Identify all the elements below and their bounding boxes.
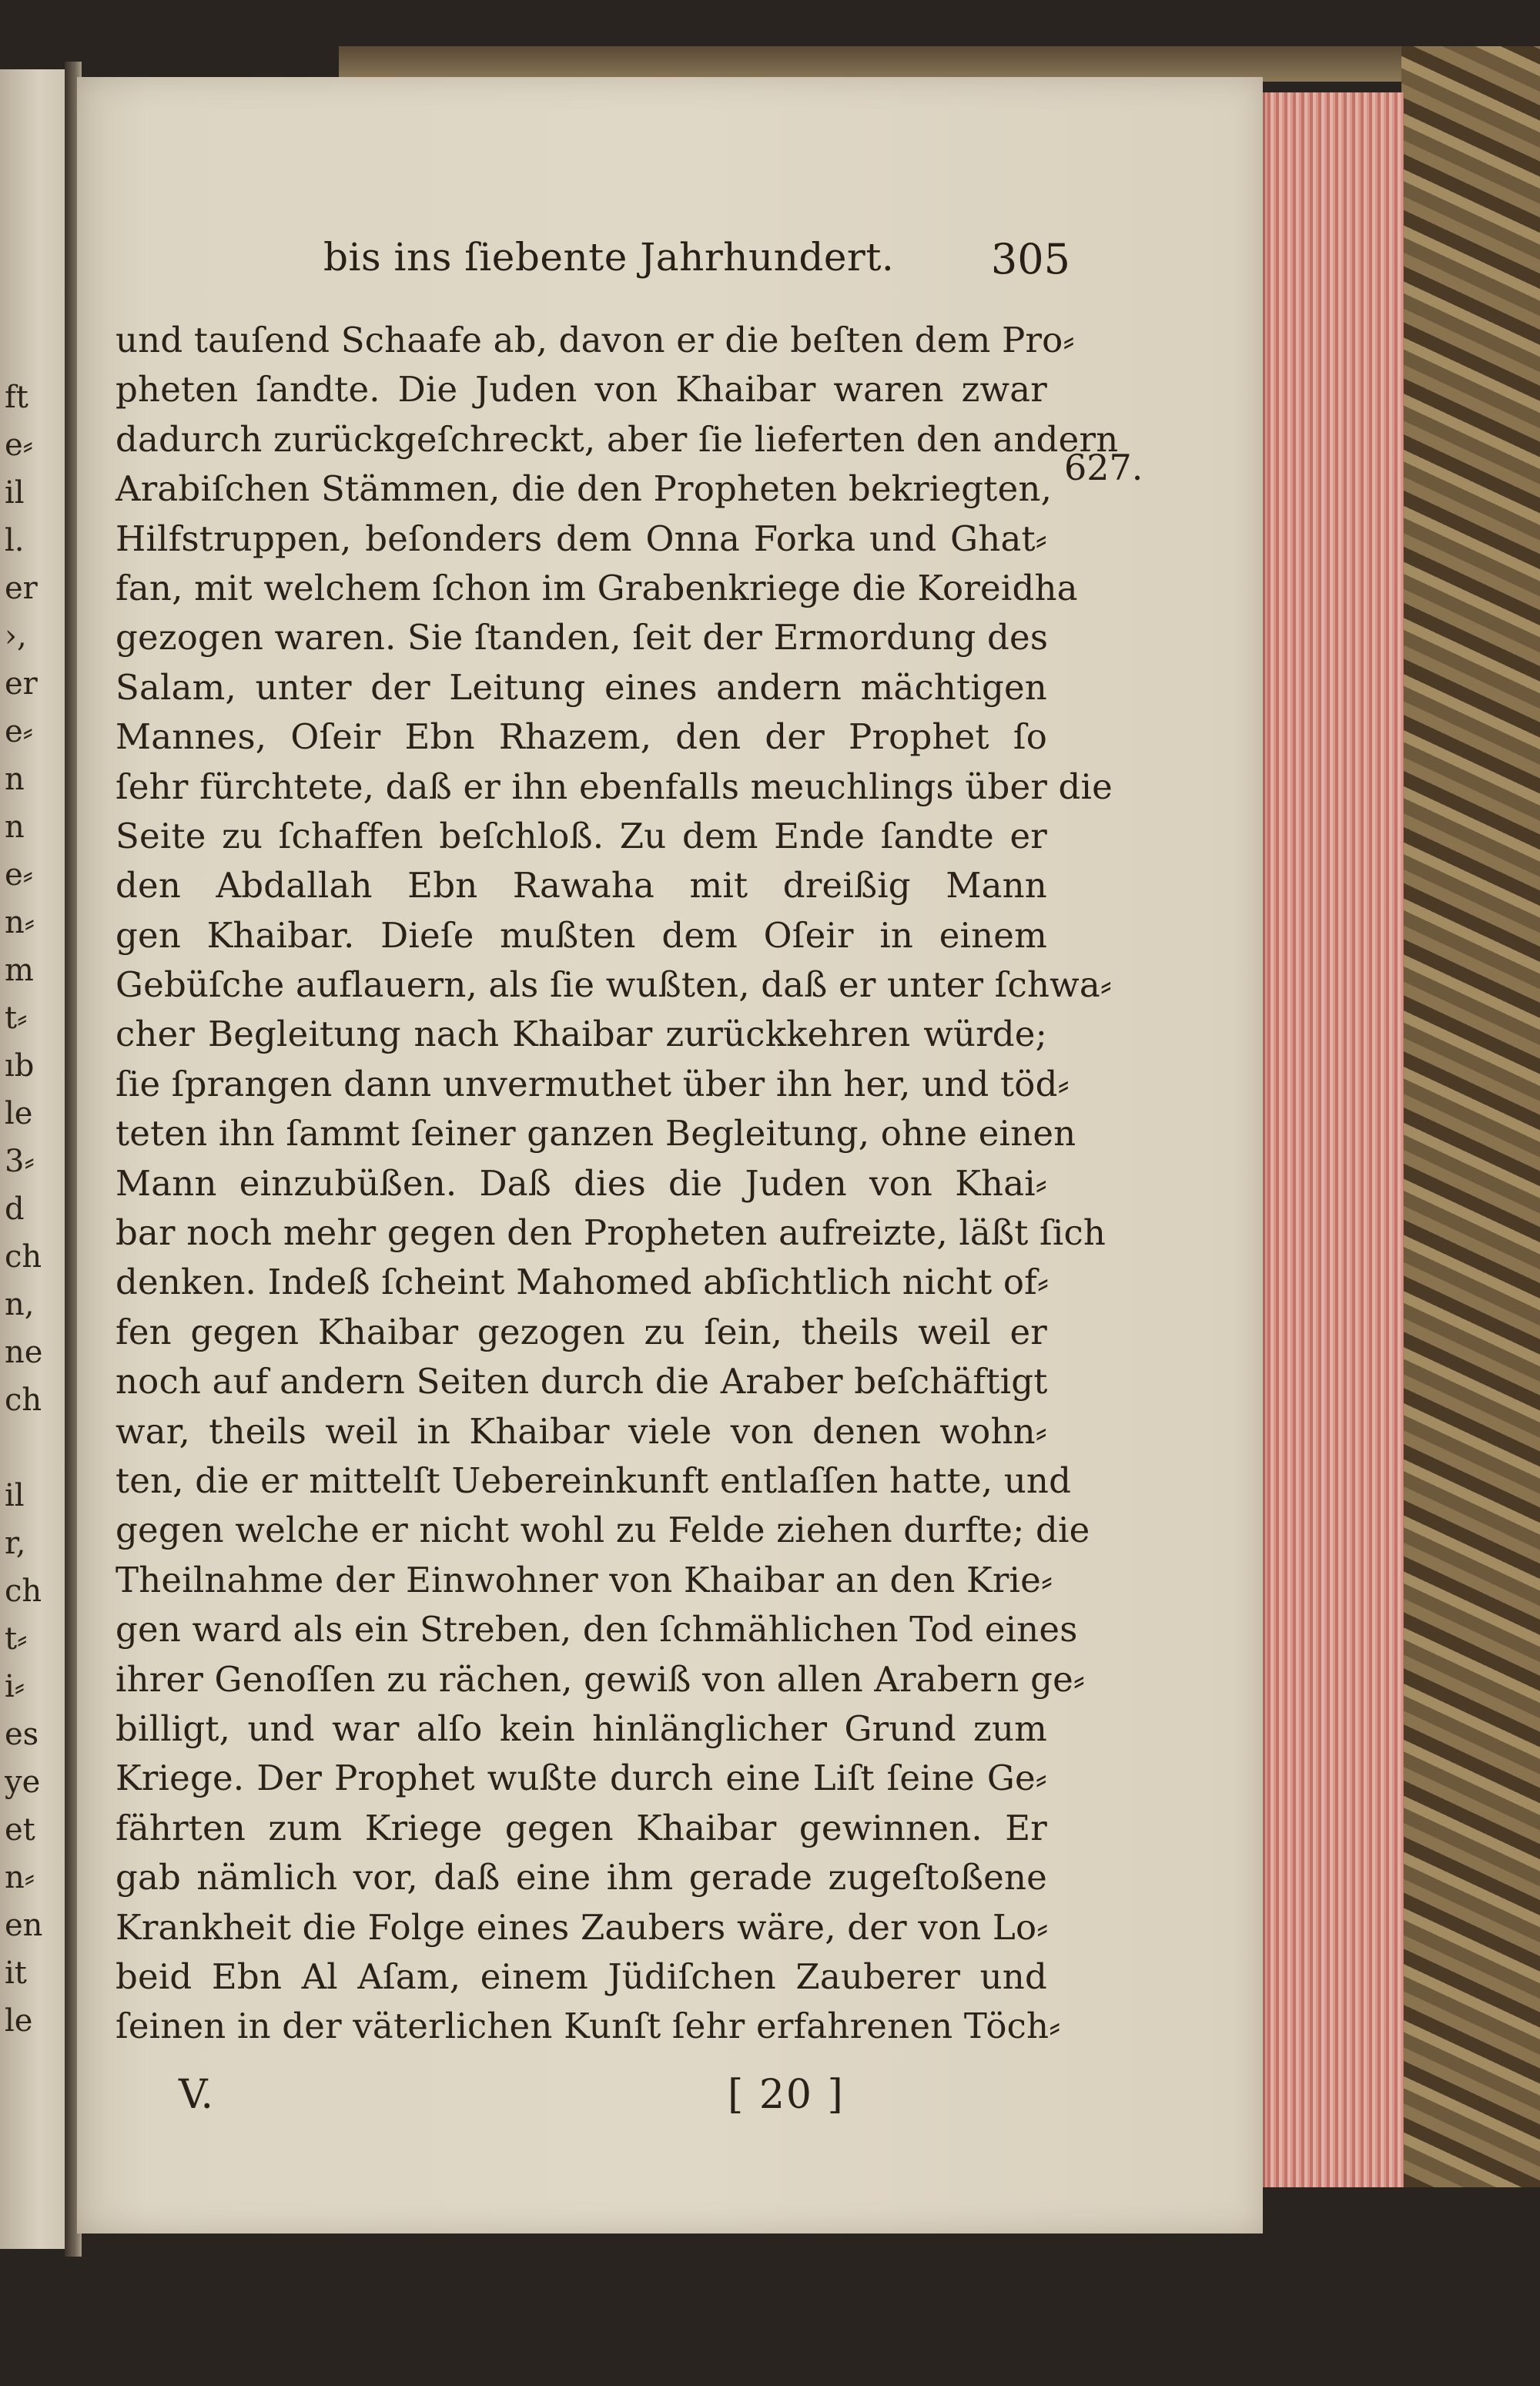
facing-page-fragment: n xyxy=(5,762,25,797)
facing-page-fragment: le xyxy=(5,2003,33,2039)
facing-page-fragment: n, xyxy=(5,1287,35,1322)
facing-page-fragment: it xyxy=(5,1955,27,1991)
text-line: fährten zum Kriege gegen Khaibar gewinnen. Er xyxy=(116,1807,1047,1848)
facing-page-text-fragments xyxy=(5,374,62,2045)
facing-page-fragment: en xyxy=(5,1908,43,1943)
text-line: Theilnahme der Einwohner von Khaibar an den Krie⸗ xyxy=(116,1559,1053,1600)
facing-page-fragment: d xyxy=(5,1191,25,1227)
facing-page-fragment: er xyxy=(5,571,38,606)
text-line: ten, die er mittelſt Uebereinkunft entlaſſen hatte, und xyxy=(116,1459,1072,1501)
text-line: noch auf andern Seiten durch die Araber beſchäftigt xyxy=(116,1361,1048,1402)
text-line: fen gegen Khaibar gezogen zu ſein, theils weil er xyxy=(116,1311,1047,1352)
facing-page-fragment: t⸗ xyxy=(5,1621,28,1657)
facing-page-fragment: es xyxy=(5,1717,39,1752)
facing-page-fragment: e⸗ xyxy=(5,857,33,893)
facing-page-fragment: r, xyxy=(5,1526,26,1561)
text-line: pheten ſandte. Die Juden von Khaibar waren zwar xyxy=(116,369,1047,411)
text-line: den Abdallah Ebn Rawaha mit dreißig Mann xyxy=(116,865,1047,906)
sheet-number: [ 20 ] xyxy=(728,2072,845,2118)
text-line: Kriege. Der Prophet wußte durch eine Liſt ſeine Ge⸗ xyxy=(116,1758,1047,1799)
facing-page-fragment: t⸗ xyxy=(5,1000,28,1036)
facing-page-edge xyxy=(0,69,68,2249)
text-line: cher Begleitung nach Khaibar zurückkehren würde; xyxy=(116,1014,1047,1055)
facing-page-fragment: ne xyxy=(5,1335,43,1370)
facing-page-fragment xyxy=(5,1424,62,1472)
text-line: gen ward als ein Streben, den ſchmählichen Tod eines xyxy=(116,1609,1078,1650)
facing-page-fragment: n xyxy=(5,809,25,845)
facing-page-fragment: e⸗ xyxy=(5,427,33,463)
text-line: Arabiſchen Stämmen, die den Propheten bekriegten, xyxy=(116,468,1053,510)
page-block-red-edges xyxy=(1263,92,1404,2187)
book-cover-marbled xyxy=(1401,46,1540,2187)
facing-page-fragment: et xyxy=(5,1812,35,1848)
facing-page-fragment: 3⸗ xyxy=(5,1144,35,1179)
text-line: gegen welche er nicht wohl zu Felde ziehen durfte; die xyxy=(116,1510,1090,1551)
text-line: ihrer Genoſſen zu rächen, gewiß von allen Arabern ge⸗ xyxy=(116,1658,1086,1700)
facing-page-fragment: ch xyxy=(5,1239,42,1275)
running-head: bis ins ſiebente Jahrhundert. xyxy=(323,235,895,280)
facing-page-fragment: ft xyxy=(5,380,28,415)
facing-page-fragment: il xyxy=(5,1478,25,1513)
text-line: Seite zu ſchaffen beſchloß. Zu dem Ende ſandte er xyxy=(116,815,1047,856)
facing-page-fragment: n⸗ xyxy=(5,1860,35,1895)
facing-page-fragment: le xyxy=(5,1096,33,1131)
text-line: gezogen waren. Sie ſtanden, ſeit der Ermordung des xyxy=(116,617,1049,658)
text-line: ſie ſprangen dann unvermuthet über ihn her, und töd⸗ xyxy=(116,1063,1070,1104)
text-line: fan, mit welchem ſchon im Grabenkriege die Koreidha xyxy=(116,567,1078,608)
text-line: teten ihn ſammt ſeiner ganzen Begleitung, ohne einen xyxy=(116,1113,1076,1154)
page-header xyxy=(323,235,1070,297)
text-line: und tauſend Schaafe ab, davon er die beſten dem Pro⸗ xyxy=(116,320,1075,360)
page-number: 305 xyxy=(990,235,1070,283)
text-line: Hilfstruppen, beſonders dem Onna Forka und Ghat⸗ xyxy=(116,518,1047,559)
facing-page-fragment: ›, xyxy=(5,618,27,654)
signature-mark: V. xyxy=(179,2072,213,2118)
text-line: Salam, unter der Leitung eines andern mächtigen xyxy=(116,666,1047,708)
text-line: Mann einzubüßen. Daß dies die Juden von Khai⸗ xyxy=(116,1162,1047,1204)
facing-page-fragment: ch xyxy=(5,1382,42,1418)
text-line: Mannes, Oſeir Ebn Rhazem, den der Prophet ſo xyxy=(116,716,1047,758)
text-line: denken. Indeß ſcheint Mahomed abſichtlich nicht of⸗ xyxy=(116,1262,1050,1303)
facing-page-fragment: e⸗ xyxy=(5,714,33,749)
facing-page-fragment: i⸗ xyxy=(5,1669,25,1704)
text-line: dadurch zurückgeſchreckt, aber ſie lieferten den andern xyxy=(116,418,1119,460)
text-line: gab nämlich vor, daß eine ihm gerade zugeſtoßene xyxy=(116,1857,1047,1898)
text-line: bar noch mehr gegen den Propheten aufreizte, läßt ſich xyxy=(116,1212,1106,1254)
text-line: billigt, und war alſo kein hinlänglicher Grund zum xyxy=(116,1707,1047,1749)
facing-page-fragment: ch xyxy=(5,1573,42,1609)
margin-year-note: 627. xyxy=(1064,447,1143,488)
facing-page-fragment: ıb xyxy=(5,1048,35,1084)
text-line: ſeinen in der väterlichen Kunſt ſehr erfahrenen Töch⸗ xyxy=(116,2006,1061,2047)
facing-page-fragment: n⸗ xyxy=(5,905,35,940)
facing-page-fragment: er xyxy=(5,666,38,702)
text-line: ſehr fürchtete, daß er ihn ebenfalls meuchlings über die xyxy=(116,766,1113,807)
facing-page-fragment: ye xyxy=(5,1764,41,1800)
facing-page-fragment: il xyxy=(5,475,25,511)
facing-page-fragment: l. xyxy=(5,523,25,558)
text-line: war, theils weil in Khaibar viele von denen wohn⸗ xyxy=(116,1410,1047,1452)
text-line: beid Ebn Al Aſam, einem Jüdiſchen Zauberer und xyxy=(116,1955,1047,1997)
text-line: Krankheit die Folge eines Zaubers wäre, der von Lo⸗ xyxy=(116,1906,1049,1948)
facing-page-fragment: m xyxy=(5,953,34,988)
text-line: gen Khaibar. Dieſe mußten dem Oſeir in einem xyxy=(116,914,1047,956)
text-line: Gebüſche auflauern, als ſie wußten, daß er unter ſchwa⸗ xyxy=(116,964,1113,1006)
